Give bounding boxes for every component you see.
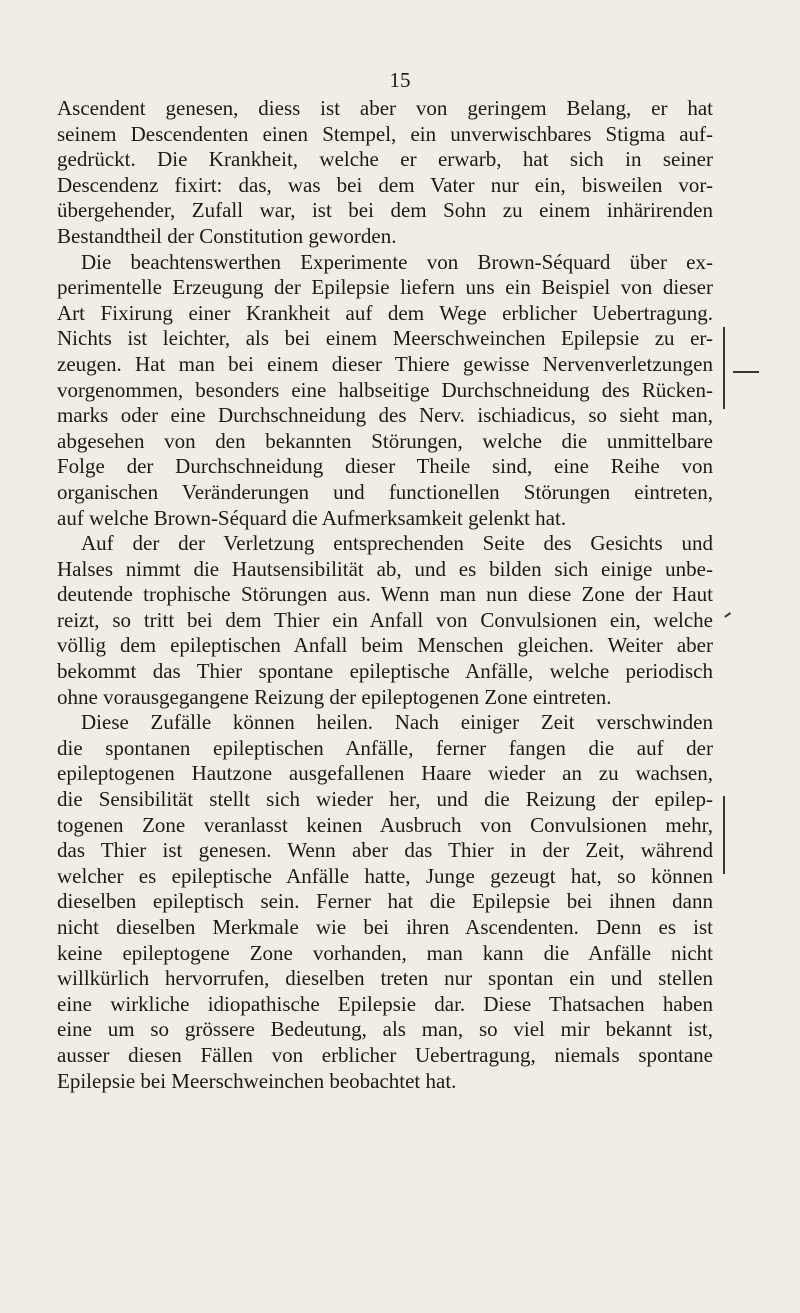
text-line: Folge der Durchschneidung dieser Theile sind, eine Reihe von	[57, 454, 713, 479]
text-line: organischen Veränderungen und functionellen Störungen eintreten,	[57, 479, 713, 504]
margin-tick-mark	[724, 612, 731, 617]
text-line: Die beachtenswerthen Experimente von Brown-Séquard über ex-	[81, 249, 713, 274]
text-line: übergehender, Zufall war, ist bei dem Sohn zu einem inhärirenden	[57, 198, 713, 223]
text-line: marks oder eine Durchschneidung des Nerv. ischiadicus, so sieht man,	[57, 403, 713, 428]
text-line: nicht dieselben Merkmale wie bei ihren Ascendenten. Denn es ist	[57, 915, 713, 939]
text-line: Descendenz fixirt: das, was bei dem Vater nur ein, bisweilen vor-	[57, 172, 713, 197]
text-line: deutende trophische Störungen aus. Wenn man nun diese Zone der Haut	[57, 582, 713, 607]
text-line: eine um so grössere Bedeutung, als man, so viel mir bekannt ist,	[57, 1017, 713, 1042]
text-line: die spontanen epileptischen Anfälle, ferner fangen die auf der	[57, 735, 713, 760]
text-line: ohne vorausgegangene Reizung der epileptogenen Zone eintreten.	[57, 684, 612, 709]
text-line: dieselben epileptisch sein. Ferner hat die Epilepsie bei ihnen dann	[57, 889, 713, 914]
margin-bracket-mark	[723, 796, 725, 874]
text-line: auf welche Brown-Séquard die Aufmerksamkeit gelenkt hat.	[57, 505, 567, 530]
text-line: seinem Descendenten einen Stempel, ein unverwischbares Stigma auf-	[57, 121, 713, 146]
text-line: Ascendent genesen, diess ist aber von geringem Belang, er hat	[57, 96, 713, 120]
text-line: gedrückt. Die Krankheit, welche er erwarb, hat sich in seiner	[57, 147, 713, 172]
text-line: perimentelle Erzeugung der Epilepsie liefern uns ein Beispiel von dieser	[57, 275, 713, 300]
text-line: Art Fixirung einer Krankheit auf dem Wege erblicher Uebertragung.	[57, 300, 713, 325]
text-line: Bestandtheil der Constitution geworden.	[57, 223, 397, 248]
text-line: abgesehen von den bekannten Störungen, welche die unmittelbare	[57, 428, 713, 453]
body-text	[57, 96, 713, 1094]
text-line: togenen Zone veranlasst keinen Ausbruch von Convulsionen mehr,	[57, 812, 713, 837]
margin-bracket-mark	[723, 327, 725, 409]
page-number: 15	[389, 68, 411, 92]
text-line: bekommt das Thier spontane epileptische Anfälle, welche periodisch	[57, 659, 713, 684]
text-line: Diese Zufälle können heilen. Nach einiger Zeit verschwinden	[81, 710, 713, 735]
text-line: ausser diesen Fällen von erblicher Uebertragung, niemals spontane	[57, 1042, 713, 1067]
text-line: zeugen. Hat man bei einem dieser Thiere gewisse Nervenverletzungen	[57, 351, 713, 376]
text-line: Halses nimmt die Hautsensibilität ab, und es bilden sich einige unbe-	[57, 556, 713, 581]
text-line: reizt, so tritt bei dem Thier ein Anfall von Convulsionen ein, welche	[57, 607, 713, 632]
text-line: eine wirkliche idiopathische Epilepsie dar. Diese Thatsachen haben	[57, 991, 713, 1016]
text-line: vorgenommen, besonders eine halbseitige Durchschneidung des Rücken-	[57, 377, 713, 402]
margin-dash-mark	[733, 371, 759, 373]
text-line: das Thier ist genesen. Wenn aber das Thier in der Zeit, während	[57, 838, 713, 863]
text-line: Epilepsie bei Meerschweinchen beobachtet hat.	[57, 1068, 457, 1093]
text-line: keine epileptogene Zone vorhanden, man kann die Anfälle nicht	[57, 940, 713, 965]
text-line: Auf der der Verletzung entsprechenden Seite des Gesichts und	[81, 531, 713, 556]
text-line: willkürlich hervorrufen, dieselben treten nur spontan ein und stellen	[57, 966, 713, 991]
text-line: epileptogenen Hautzone ausgefallenen Haare wieder an zu wachsen,	[57, 761, 713, 786]
text-line: Nichts ist leichter, als bei einem Meerschweinchen Epilepsie zu er-	[57, 326, 713, 351]
text-line: welcher es epileptische Anfälle hatte, Junge gezeugt hat, so können	[57, 863, 713, 888]
text-line: die Sensibilität stellt sich wieder her, und die Reizung der epilep-	[57, 787, 713, 812]
text-line: völlig dem epileptischen Anfall beim Menschen gleichen. Weiter aber	[57, 633, 713, 658]
